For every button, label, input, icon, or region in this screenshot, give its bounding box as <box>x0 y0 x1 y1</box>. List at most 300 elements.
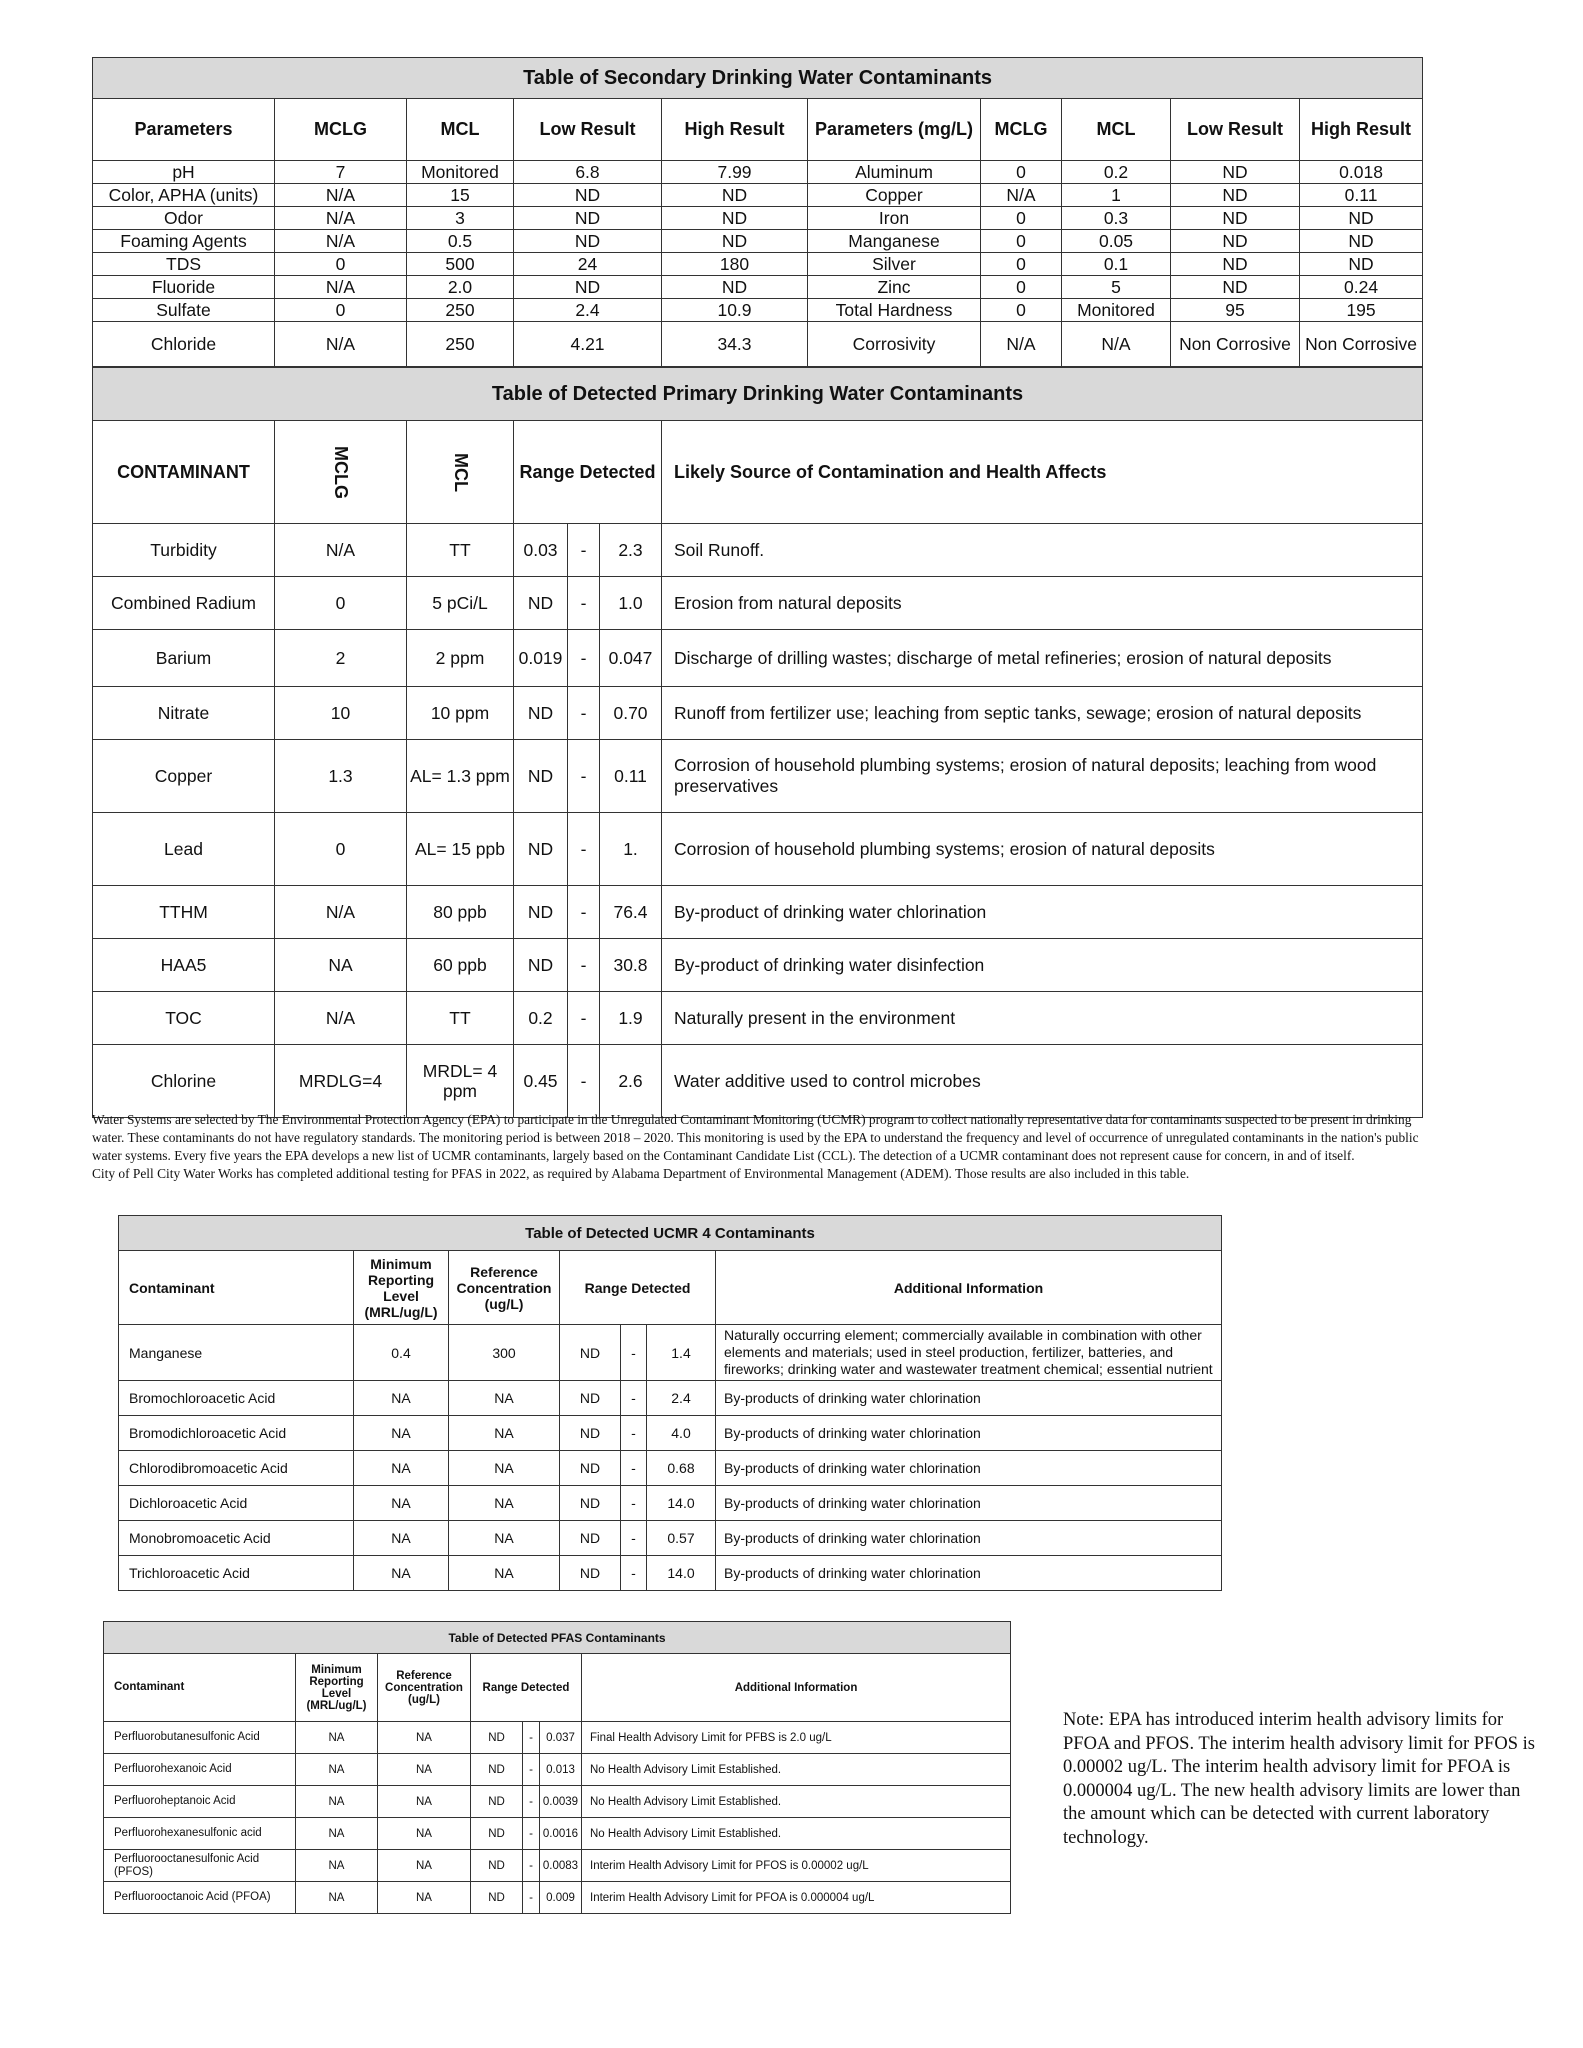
ucmr-table <box>118 1215 1222 1591</box>
table-cell: By-products of drinking water chlorination <box>716 1556 1222 1591</box>
table-cell: - <box>523 1850 540 1882</box>
table-cell: 2.4 <box>514 299 662 322</box>
table-cell: - <box>621 1521 647 1556</box>
ucmr-header-contaminant: Contaminant <box>119 1251 354 1325</box>
table-cell: NA <box>378 1786 471 1818</box>
table-cell: Silver <box>808 253 981 276</box>
table-cell: NA <box>378 1850 471 1882</box>
table-row <box>119 1486 1222 1521</box>
table-cell: N/A <box>275 184 407 207</box>
table-row <box>93 577 1423 630</box>
secondary-header-cell: MCL <box>1062 99 1171 161</box>
table-cell: 0.0039 <box>540 1786 582 1818</box>
ucmr-explanation: Water Systems are selected by The Environmental Protection Agency (EPA) to participate in the Unregulated Contaminant Monitoring (UCMR) program to collect nationally representative data for contaminants suspected to be present in drinking water. These contaminants do not have regulatory standards. The monitoring period is between 2018 – 2020. This monitoring is used by the EPA to understand the frequency and level of occurrence of unregulated contaminants in the nation's public water systems. Every five years the EPA develops a new list of UCMR contaminants, largely based on the Contaminant Candidate List (CCL). The detection of a UCMR contaminant does not represent cause for concern, in and of itself. <box>92 1112 1419 1163</box>
table-cell: - <box>568 740 600 813</box>
table-cell: ND <box>1300 230 1423 253</box>
pfas-title: Table of Detected PFAS Contaminants <box>104 1622 1011 1654</box>
table-cell: 2 ppm <box>407 630 514 687</box>
table-cell: ND <box>1171 184 1300 207</box>
table-cell: TOC <box>93 992 275 1045</box>
ucmr-header-mrl: Minimum Reporting Level (MRL/ug/L) <box>354 1251 449 1325</box>
table-cell: NA <box>354 1521 449 1556</box>
table-cell: No Health Advisory Limit Established. <box>582 1818 1011 1850</box>
pfas-header-info: Additional Information <box>582 1654 1011 1722</box>
table-row <box>93 524 1423 577</box>
table-cell: 0.1 <box>1062 253 1171 276</box>
table-cell: By-products of drinking water chlorination <box>716 1381 1222 1416</box>
table-cell: NA <box>449 1381 560 1416</box>
ucmr-header-info: Additional Information <box>716 1251 1222 1325</box>
table-cell: ND <box>1171 276 1300 299</box>
table-cell: Perfluorobutanesulfonic Acid <box>104 1722 296 1754</box>
table-cell: 2.0 <box>407 276 514 299</box>
table-row <box>119 1381 1222 1416</box>
table-cell: ND <box>514 207 662 230</box>
table-cell: By-product of drinking water chlorination <box>662 886 1423 939</box>
table-cell: 0.24 <box>1300 276 1423 299</box>
table-cell: 15 <box>407 184 514 207</box>
secondary-header-cell: MCLG <box>981 99 1062 161</box>
table-cell: 0.047 <box>600 630 662 687</box>
table-cell: Monitored <box>1062 299 1171 322</box>
table-cell: 1.3 <box>275 740 407 813</box>
table-cell: 180 <box>662 253 808 276</box>
table-cell: ND <box>662 207 808 230</box>
table-cell: - <box>523 1786 540 1818</box>
table-cell: 0.018 <box>1300 161 1423 184</box>
table-cell: NA <box>378 1818 471 1850</box>
table-row <box>119 1451 1222 1486</box>
secondary-header-cell: High Result <box>1300 99 1423 161</box>
table-cell: - <box>568 524 600 577</box>
ucmr-notes <box>92 1111 1432 1183</box>
table-cell: ND <box>1171 253 1300 276</box>
table-cell: ND <box>514 813 568 886</box>
table-cell: TT <box>407 992 514 1045</box>
table-cell: 95 <box>1171 299 1300 322</box>
table-cell: Fluoride <box>93 276 275 299</box>
table-cell: 0.013 <box>540 1754 582 1786</box>
table-cell: ND <box>514 230 662 253</box>
table-cell: - <box>621 1416 647 1451</box>
table-cell: 30.8 <box>600 939 662 992</box>
table-cell: MRDL= 4 ppm <box>407 1045 514 1118</box>
table-cell: - <box>523 1754 540 1786</box>
table-cell: Corrosivity <box>808 322 981 367</box>
table-cell: 5 <box>1062 276 1171 299</box>
table-cell: Interim Health Advisory Limit for PFOA is 0.000004 ug/L <box>582 1882 1011 1914</box>
table-cell: N/A <box>275 524 407 577</box>
table-cell: NA <box>378 1754 471 1786</box>
table-cell: ND <box>514 939 568 992</box>
table-cell: Manganese <box>119 1325 354 1381</box>
table-cell: NA <box>449 1451 560 1486</box>
table-cell: Corrosion of household plumbing systems; erosion of natural deposits <box>662 813 1423 886</box>
table-cell: 76.4 <box>600 886 662 939</box>
table-cell: 6.8 <box>514 161 662 184</box>
table-cell: ND <box>662 230 808 253</box>
secondary-title: Table of Secondary Drinking Water Contaminants <box>93 58 1423 99</box>
table-row <box>119 1416 1222 1451</box>
table-cell: N/A <box>275 207 407 230</box>
table-row <box>104 1850 1011 1882</box>
table-cell: ND <box>514 577 568 630</box>
secondary-header-row <box>93 99 1423 161</box>
table-row <box>119 1325 1222 1381</box>
table-cell: 0 <box>981 276 1062 299</box>
table-cell: By-products of drinking water chlorination <box>716 1486 1222 1521</box>
table-cell: Runoff from fertilizer use; leaching from septic tanks, sewage; erosion of natural deposits <box>662 687 1423 740</box>
table-cell: ND <box>514 184 662 207</box>
table-cell: - <box>621 1556 647 1591</box>
table-cell: 0.4 <box>354 1325 449 1381</box>
table-row <box>104 1754 1011 1786</box>
table-cell: Erosion from natural deposits <box>662 577 1423 630</box>
table-cell: ND <box>471 1754 523 1786</box>
table-cell: - <box>523 1818 540 1850</box>
table-cell: NA <box>378 1722 471 1754</box>
header-likely-source: Likely Source of Contamination and Health Affects <box>662 421 1423 524</box>
table-cell: NA <box>296 1722 378 1754</box>
table-cell: Combined Radium <box>93 577 275 630</box>
table-row <box>93 276 1423 299</box>
table-cell: NA <box>354 1556 449 1591</box>
table-cell: AL= 15 ppb <box>407 813 514 886</box>
table-cell: 0 <box>275 577 407 630</box>
table-cell: 14.0 <box>647 1556 716 1591</box>
table-cell: - <box>621 1451 647 1486</box>
table-cell: 195 <box>1300 299 1423 322</box>
pfas-explanation: City of Pell City Water Works has completed additional testing for PFAS in 2022, as required by Alabama Department of Environmental Management (ADEM). Those results are also included in this table. <box>92 1166 1190 1181</box>
table-cell: - <box>621 1325 647 1381</box>
table-cell: ND <box>1300 207 1423 230</box>
table-cell: Naturally present in the environment <box>662 992 1423 1045</box>
ucmr-header-reference: Reference Concentration (ug/L) <box>449 1251 560 1325</box>
table-cell: Bromochloroacetic Acid <box>119 1381 354 1416</box>
table-cell: N/A <box>981 322 1062 367</box>
table-cell: Turbidity <box>93 524 275 577</box>
table-cell: 0.037 <box>540 1722 582 1754</box>
table-cell: 2 <box>275 630 407 687</box>
table-cell: N/A <box>275 886 407 939</box>
table-cell: ND <box>471 1786 523 1818</box>
table-row <box>93 992 1423 1045</box>
table-cell: AL= 1.3 ppm <box>407 740 514 813</box>
table-cell: 0.70 <box>600 687 662 740</box>
secondary-header-cell: Parameters <box>93 99 275 161</box>
table-cell: NA <box>354 1451 449 1486</box>
table-row <box>93 939 1423 992</box>
table-row <box>93 253 1423 276</box>
table-cell: Interim Health Advisory Limit for PFOS is 0.00002 ug/L <box>582 1850 1011 1882</box>
table-cell: Manganese <box>808 230 981 253</box>
table-cell: - <box>568 1045 600 1118</box>
table-cell: 0.3 <box>1062 207 1171 230</box>
secondary-header-cell: MCL <box>407 99 514 161</box>
table-cell: NA <box>296 1786 378 1818</box>
table-row <box>93 687 1423 740</box>
table-cell: 4.0 <box>647 1416 716 1451</box>
table-cell: - <box>568 939 600 992</box>
pfas-header-contaminant: Contaminant <box>104 1654 296 1722</box>
table-cell: 24 <box>514 253 662 276</box>
table-cell: 1.0 <box>600 577 662 630</box>
table-cell: NA <box>378 1882 471 1914</box>
table-cell: ND <box>560 1451 621 1486</box>
table-cell: Non Corrosive <box>1171 322 1300 367</box>
table-cell: ND <box>514 687 568 740</box>
table-cell: NA <box>275 939 407 992</box>
table-cell: 5 pCi/L <box>407 577 514 630</box>
table-cell: 0.0016 <box>540 1818 582 1850</box>
primary-header-row <box>93 421 1423 524</box>
table-cell: Final Health Advisory Limit for PFBS is 2.0 ug/L <box>582 1722 1011 1754</box>
table-cell: NA <box>354 1416 449 1451</box>
header-mcl: MCL <box>407 421 514 524</box>
table-cell: ND <box>471 1722 523 1754</box>
table-cell: 0.03 <box>514 524 568 577</box>
table-cell: 2.4 <box>647 1381 716 1416</box>
table-cell: Chloride <box>93 322 275 367</box>
table-cell: N/A <box>981 184 1062 207</box>
table-cell: 14.0 <box>647 1486 716 1521</box>
table-cell: NA <box>296 1818 378 1850</box>
table-cell: Trichloroacetic Acid <box>119 1556 354 1591</box>
table-cell: 0 <box>981 230 1062 253</box>
table-cell: Discharge of drilling wastes; discharge of metal refineries; erosion of natural deposits <box>662 630 1423 687</box>
pfas-header-range: Range Detected <box>471 1654 582 1722</box>
table-cell: No Health Advisory Limit Established. <box>582 1754 1011 1786</box>
table-cell: By-product of drinking water disinfection <box>662 939 1423 992</box>
table-row <box>93 740 1423 813</box>
table-cell: 0.009 <box>540 1882 582 1914</box>
table-cell: NA <box>296 1754 378 1786</box>
table-cell: N/A <box>1062 322 1171 367</box>
table-cell: TTHM <box>93 886 275 939</box>
table-row <box>119 1521 1222 1556</box>
table-cell: TT <box>407 524 514 577</box>
table-cell: NA <box>449 1486 560 1521</box>
table-cell: ND <box>560 1556 621 1591</box>
table-cell: N/A <box>275 322 407 367</box>
primary-contaminants-table <box>92 367 1423 1118</box>
table-cell: 250 <box>407 299 514 322</box>
table-cell: ND <box>560 1325 621 1381</box>
table-cell: - <box>568 886 600 939</box>
table-cell: Iron <box>808 207 981 230</box>
table-cell: ND <box>560 1486 621 1521</box>
table-cell: ND <box>471 1882 523 1914</box>
table-cell: N/A <box>275 276 407 299</box>
table-cell: Bromodichloroacetic Acid <box>119 1416 354 1451</box>
table-cell: Zinc <box>808 276 981 299</box>
table-cell: ND <box>1171 207 1300 230</box>
table-cell: 0.45 <box>514 1045 568 1118</box>
table-cell: 3 <box>407 207 514 230</box>
table-cell: 0 <box>275 299 407 322</box>
ucmr-title: Table of Detected UCMR 4 Contaminants <box>119 1216 1222 1251</box>
table-cell: 0.2 <box>514 992 568 1045</box>
table-cell: 0 <box>981 207 1062 230</box>
table-cell: NA <box>354 1381 449 1416</box>
table-row <box>93 630 1423 687</box>
table-row <box>104 1722 1011 1754</box>
pfas-advisory-note: Note: EPA has introduced interim health advisory limits for PFOA and PFOS. The interim health advisory limit for PFOS is 0.00002 ug/L. The interim health advisory limit for PFOA is 0.000004 ug/L. The new health advisory limits are lower than the amount which can be detected with current laboratory technology. <box>1063 1710 1535 1848</box>
pfas-header-mrl: Minimum Reporting Level (MRL/ug/L) <box>296 1654 378 1722</box>
table-cell: 0 <box>981 161 1062 184</box>
table-cell: Non Corrosive <box>1300 322 1423 367</box>
pfas-header-row <box>104 1654 1011 1722</box>
table-cell: Water additive used to control microbes <box>662 1045 1423 1118</box>
table-cell: TDS <box>93 253 275 276</box>
table-cell: Corrosion of household plumbing systems; erosion of natural deposits; leaching from wood preservatives <box>662 740 1423 813</box>
table-cell: - <box>621 1486 647 1521</box>
table-cell: Copper <box>93 740 275 813</box>
table-cell: pH <box>93 161 275 184</box>
table-cell: 10.9 <box>662 299 808 322</box>
table-cell: 1. <box>600 813 662 886</box>
secondary-contaminants-table <box>92 57 1423 367</box>
table-row <box>93 886 1423 939</box>
table-cell: Perfluoroheptanoic Acid <box>104 1786 296 1818</box>
table-cell: NA <box>354 1486 449 1521</box>
table-cell: 0.11 <box>1300 184 1423 207</box>
ucmr-header-row <box>119 1251 1222 1325</box>
table-cell: Perfluorohexanoic Acid <box>104 1754 296 1786</box>
table-cell: ND <box>514 276 662 299</box>
table-cell: 500 <box>407 253 514 276</box>
table-cell: HAA5 <box>93 939 275 992</box>
table-cell: Copper <box>808 184 981 207</box>
secondary-header-cell: Low Result <box>1171 99 1300 161</box>
table-cell: ND <box>560 1521 621 1556</box>
table-cell: Chlorine <box>93 1045 275 1118</box>
pfas-header-reference: Reference Concentration (ug/L) <box>378 1654 471 1722</box>
table-row <box>93 1045 1423 1118</box>
table-cell: 0 <box>981 299 1062 322</box>
table-cell: 60 ppb <box>407 939 514 992</box>
table-cell: - <box>621 1381 647 1416</box>
ucmr-header-range: Range Detected <box>560 1251 716 1325</box>
table-cell: ND <box>514 886 568 939</box>
table-cell: 0.57 <box>647 1521 716 1556</box>
table-cell: 2.6 <box>600 1045 662 1118</box>
table-cell: 2.3 <box>600 524 662 577</box>
header-mclg: MCLG <box>275 421 407 524</box>
table-cell: Perfluorooctanesulfonic Acid (PFOS) <box>104 1850 296 1882</box>
table-cell: Naturally occurring element; commercially available in combination with other elements and materials; used in steel production, fertilizer, batteries, and fireworks; drinking water and wastewater treatment chemical; essential nutrient <box>716 1325 1222 1381</box>
table-row <box>104 1818 1011 1850</box>
table-cell: Soil Runoff. <box>662 524 1423 577</box>
table-cell: Barium <box>93 630 275 687</box>
table-cell: - <box>568 630 600 687</box>
secondary-header-cell: Low Result <box>514 99 662 161</box>
table-cell: Sulfate <box>93 299 275 322</box>
table-cell: 34.3 <box>662 322 808 367</box>
table-cell: 0.11 <box>600 740 662 813</box>
table-cell: - <box>568 577 600 630</box>
table-cell: 0.2 <box>1062 161 1171 184</box>
table-cell: ND <box>560 1381 621 1416</box>
table-cell: 0.68 <box>647 1451 716 1486</box>
table-cell: ND <box>1171 161 1300 184</box>
table-cell: NA <box>449 1416 560 1451</box>
table-cell: ND <box>1171 230 1300 253</box>
table-cell: 10 ppm <box>407 687 514 740</box>
table-cell: Monobromoacetic Acid <box>119 1521 354 1556</box>
table-cell: 10 <box>275 687 407 740</box>
table-cell: Perfluorooctanoic Acid (PFOA) <box>104 1882 296 1914</box>
table-row <box>119 1556 1222 1591</box>
table-cell: 0 <box>275 813 407 886</box>
table-row <box>104 1882 1011 1914</box>
table-cell: 0.05 <box>1062 230 1171 253</box>
table-cell: 4.21 <box>514 322 662 367</box>
table-cell: 0.5 <box>407 230 514 253</box>
table-cell: 0 <box>275 253 407 276</box>
table-cell: By-products of drinking water chlorination <box>716 1521 1222 1556</box>
table-cell: 1.4 <box>647 1325 716 1381</box>
table-cell: 0.019 <box>514 630 568 687</box>
table-cell: Monitored <box>407 161 514 184</box>
table-cell: Color, APHA (units) <box>93 184 275 207</box>
primary-title: Table of Detected Primary Drinking Water Contaminants <box>93 368 1423 421</box>
secondary-header-cell: High Result <box>662 99 808 161</box>
table-cell: 1 <box>1062 184 1171 207</box>
table-cell: No Health Advisory Limit Established. <box>582 1786 1011 1818</box>
secondary-header-cell: MCLG <box>275 99 407 161</box>
table-row <box>93 813 1423 886</box>
table-cell: By-products of drinking water chlorination <box>716 1416 1222 1451</box>
table-cell: 300 <box>449 1325 560 1381</box>
table-cell: Total Hardness <box>808 299 981 322</box>
table-cell: 80 ppb <box>407 886 514 939</box>
table-cell: ND <box>662 276 808 299</box>
table-cell: ND <box>471 1818 523 1850</box>
table-cell: 0.0083 <box>540 1850 582 1882</box>
table-cell: Chlorodibromoacetic Acid <box>119 1451 354 1486</box>
table-cell: NA <box>449 1521 560 1556</box>
table-cell: Perfluorohexanesulfonic acid <box>104 1818 296 1850</box>
table-cell: MRDLG=4 <box>275 1045 407 1118</box>
pfas-table <box>103 1621 1011 1914</box>
table-cell: - <box>568 813 600 886</box>
table-cell: NA <box>296 1850 378 1882</box>
table-row <box>93 207 1423 230</box>
table-cell: ND <box>662 184 808 207</box>
table-cell: N/A <box>275 992 407 1045</box>
table-cell: By-products of drinking water chlorination <box>716 1451 1222 1486</box>
table-cell: 0 <box>981 253 1062 276</box>
table-cell: ND <box>1300 253 1423 276</box>
table-row <box>93 184 1423 207</box>
table-cell: Foaming Agents <box>93 230 275 253</box>
table-cell: 250 <box>407 322 514 367</box>
table-cell: Nitrate <box>93 687 275 740</box>
table-row <box>104 1786 1011 1818</box>
table-row <box>93 322 1423 367</box>
table-cell: 7 <box>275 161 407 184</box>
table-row <box>93 299 1423 322</box>
table-cell: Lead <box>93 813 275 886</box>
table-cell: Aluminum <box>808 161 981 184</box>
table-cell: - <box>568 687 600 740</box>
table-cell: - <box>568 992 600 1045</box>
header-range-detected: Range Detected <box>514 421 662 524</box>
table-cell: NA <box>449 1556 560 1591</box>
table-cell: N/A <box>275 230 407 253</box>
table-cell: ND <box>471 1850 523 1882</box>
